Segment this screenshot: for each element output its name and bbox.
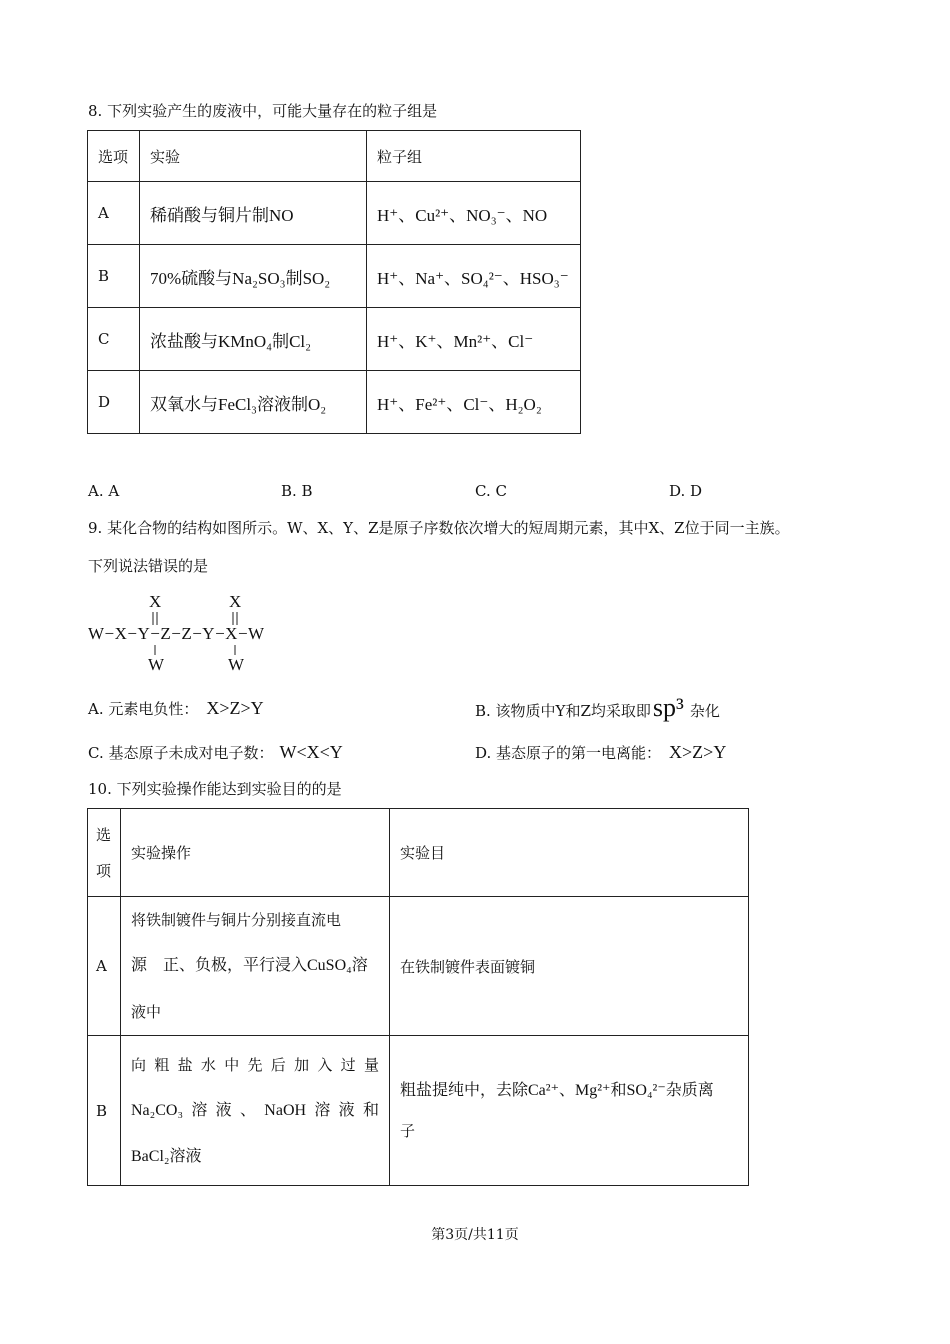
q8-row-particles: H⁺、Na⁺、SO₄²⁻、HSO₃⁻ bbox=[367, 245, 581, 308]
q9-stem-line2: 下列说法错误的是 bbox=[88, 557, 209, 575]
table-row bbox=[88, 245, 581, 308]
q8-header-experiment: 实验 bbox=[140, 131, 367, 182]
q10-header-option bbox=[88, 809, 121, 897]
q10-row-purpose: 在铁制镀件表面镀铜 bbox=[390, 897, 749, 1036]
q8-row-experiment: 稀硝酸与铜片制NO bbox=[140, 182, 367, 245]
q10-row-b-op-line1: 向粗盐水中先后加入过量 bbox=[131, 1055, 379, 1074]
q8-row-particles: H⁺、Fe²⁺、Cl⁻、H₂O₂ bbox=[367, 371, 581, 434]
structure-top-x-right: X bbox=[229, 592, 242, 611]
q10-row-operation bbox=[121, 897, 390, 1036]
q8-row-experiment: 浓盐酸与KMnO₄制Cl₂ bbox=[140, 308, 367, 371]
q10-stem: 10. 下列实验操作能达到实验目的的是 bbox=[88, 780, 342, 798]
q10-row-option: A bbox=[88, 897, 121, 1036]
q8-row-particles: H⁺、K⁺、Mn²⁺、Cl⁻ bbox=[367, 308, 581, 371]
q10-header-option-line1: 选 bbox=[96, 825, 112, 844]
q9-option-d-text: D. 基态原子的第一电离能： bbox=[475, 744, 662, 762]
page-footer: 第3页/共11页 bbox=[431, 1227, 519, 1243]
q9-option-b-formula: sp³ bbox=[652, 693, 684, 722]
q8-row-option: D bbox=[88, 371, 140, 434]
q8-row-option: A bbox=[88, 182, 140, 245]
q9-stem-line1: 9. 某化合物的结构如图所示。W、X、Y、Z是原子序数依次增大的短周期元素，其中X、Z位于同一主族。 bbox=[88, 519, 790, 537]
q9-option-a bbox=[88, 697, 264, 720]
q8-header-option: 选项 bbox=[88, 131, 140, 182]
q8-table bbox=[87, 130, 581, 434]
q9-structure-diagram bbox=[88, 592, 318, 676]
q10-header-operation: 实验操作 bbox=[121, 809, 390, 897]
q9-option-d-formula: X>Z>Y bbox=[669, 742, 727, 762]
q9-option-c bbox=[88, 741, 343, 764]
table-row bbox=[88, 897, 749, 1036]
q9-option-b-suffix: 杂化 bbox=[689, 702, 720, 720]
table-row bbox=[88, 371, 581, 434]
q10-row-b-purpose-line2: 子 bbox=[400, 1121, 416, 1140]
structure-main-chain: W−X−Y−Z−Z−Y−X−W bbox=[88, 624, 265, 643]
table-row bbox=[88, 308, 581, 371]
q10-row-b-op-line3: BaCl₂溶液 bbox=[131, 1147, 202, 1165]
q10-row-a-op-line1: 将铁制镀件与铜片分别接直流电 bbox=[131, 911, 342, 929]
q8-row-option: B bbox=[88, 245, 140, 308]
q10-header-purpose: 实验目 bbox=[390, 809, 749, 897]
q10-header-option-line2: 项 bbox=[96, 861, 112, 880]
table-row bbox=[88, 1036, 749, 1186]
q8-choice-d: D. D bbox=[669, 482, 703, 500]
q10-row-purpose bbox=[390, 1036, 749, 1186]
q9-option-a-text: A. 元素电负性： bbox=[88, 700, 199, 718]
q8-row-experiment: 70%硫酸与Na₂SO₃制SO₂ bbox=[140, 245, 367, 308]
q9-option-d bbox=[475, 741, 726, 764]
q10-row-a-op-line2: 源 正、负极，平行浸入CuSO₄溶 bbox=[131, 957, 368, 974]
q8-header-row bbox=[88, 131, 581, 182]
q10-row-b-op-line2: Na₂CO₃溶液、NaOH溶液和 bbox=[131, 1101, 379, 1119]
q10-header-row bbox=[88, 809, 749, 897]
q10-row-b-purpose-line1: 粗盐提纯中，去除Ca²⁺、Mg²⁺和SO₄²⁻杂质离 bbox=[400, 1081, 714, 1099]
q8-header-particles: 粒子组 bbox=[367, 131, 581, 182]
q8-choice-c: C. C bbox=[475, 482, 507, 500]
q8-row-experiment: 双氧水与FeCl₃溶液制O₂ bbox=[140, 371, 367, 434]
structure-bottom-w-right: W bbox=[228, 655, 245, 674]
table-row bbox=[88, 182, 581, 245]
q9-option-b bbox=[475, 693, 720, 722]
q8-stem: 8. 下列实验产生的废液中，可能大量存在的粒子组是 bbox=[88, 102, 438, 120]
q9-option-c-formula: W<X<Y bbox=[279, 742, 343, 762]
q10-row-option: B bbox=[88, 1036, 121, 1186]
q9-option-c-text: C. 基态原子未成对电子数： bbox=[88, 744, 274, 762]
structure-bottom-w-left: W bbox=[148, 655, 165, 674]
q10-row-operation bbox=[121, 1036, 390, 1186]
q8-choice-a: A. A bbox=[88, 482, 120, 500]
q8-row-option: C bbox=[88, 308, 140, 371]
q10-table bbox=[87, 808, 749, 1186]
structure-top-x-left: X bbox=[149, 592, 162, 611]
q9-option-b-text: B. 该物质中Y和Z均采取即 bbox=[475, 702, 651, 720]
q8-row-particles: H⁺、Cu²⁺、NO₃⁻、NO bbox=[367, 182, 581, 245]
q9-option-a-formula: X>Z>Y bbox=[206, 698, 264, 718]
q10-row-a-op-line3: 液中 bbox=[131, 1003, 162, 1021]
q8-choice-b: B. B bbox=[281, 482, 313, 500]
